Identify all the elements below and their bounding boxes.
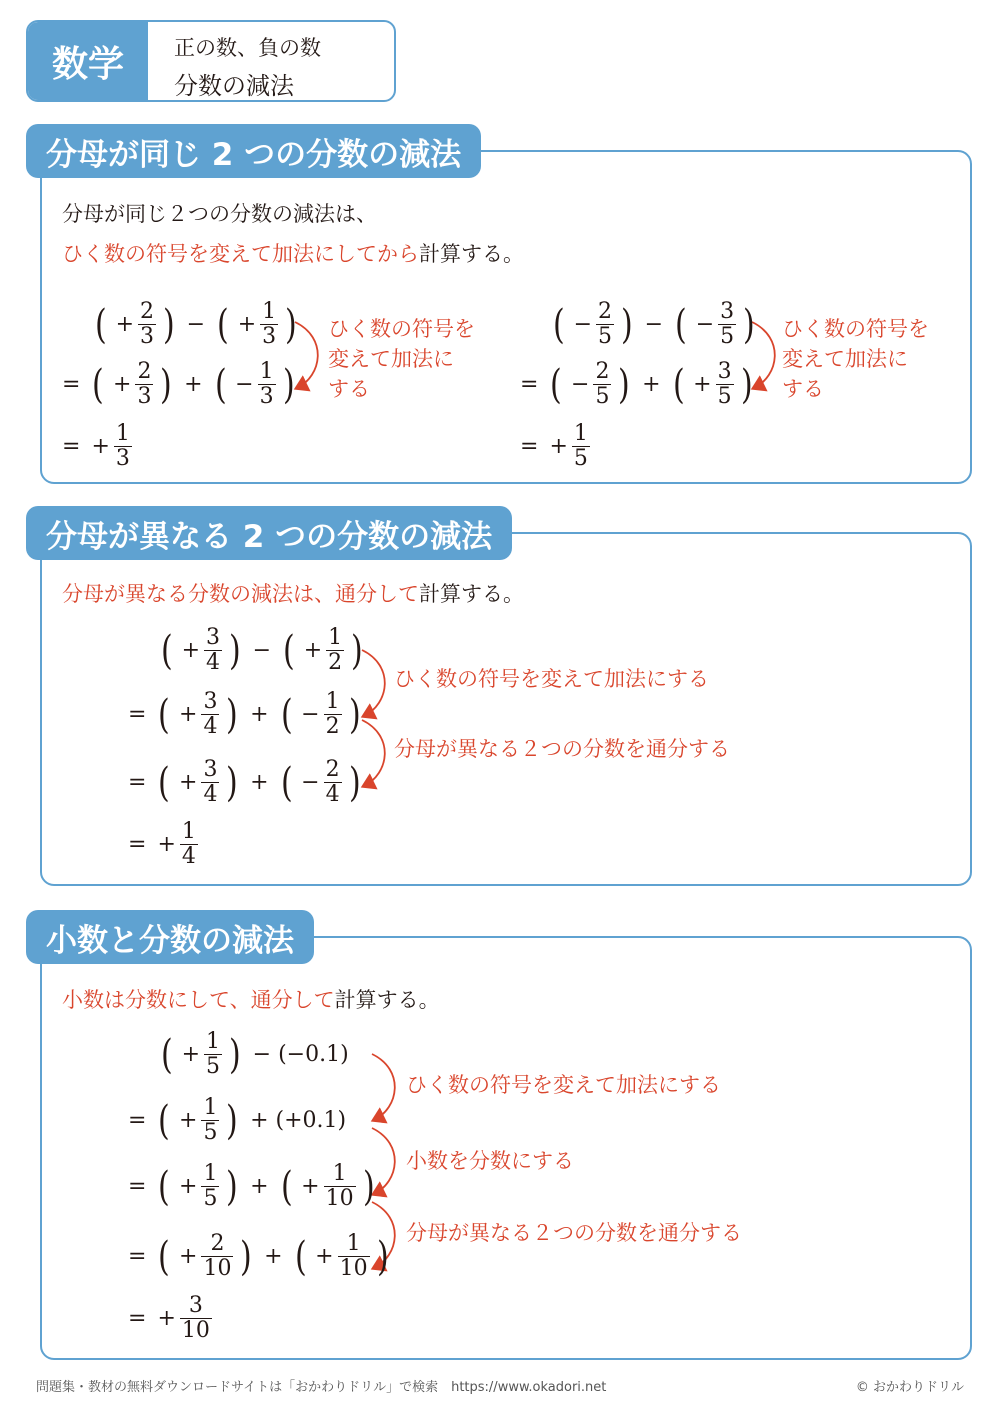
sec2-text-red: 分母が異なる分数の減法は、通分して bbox=[62, 582, 419, 606]
sec3-line-2: = ( + $\frac{1}{5}$ ) + (+0.1) bbox=[128, 1095, 347, 1146]
sec1-right-line-2: = ( − $\frac{2}{5}$ ) + ( + $\frac{3}{5}$ ) bbox=[520, 359, 753, 410]
sec1-text-2 bbox=[62, 238, 524, 268]
lesson-title: 分数の減法 bbox=[174, 72, 294, 100]
sec1-text-2-black: 計算する。 bbox=[419, 242, 524, 266]
sec3-line-4: = ( + $\frac{2}{10}$ ) + ( + $\frac{1}{10}$ ) bbox=[128, 1231, 389, 1282]
sec1-right-line-3: = + $\frac{1}{5}$ bbox=[520, 421, 588, 472]
sec1-text-2-red: ひく数の符号を変えて加法にしてから bbox=[62, 242, 419, 266]
sec1-left-line-2: = ( + $\frac{2}{3}$ ) + ( − $\frac{1}{3}$ ) bbox=[62, 359, 295, 410]
section-3-title: 小数と分数の減法 bbox=[26, 910, 314, 964]
sec3-text-red: 小数は分数にして、通分して bbox=[62, 988, 335, 1012]
sec3-text bbox=[62, 984, 440, 1014]
sec1-text-1: 分母が同じ２つの分数の減法は、 bbox=[62, 202, 377, 226]
header-box bbox=[26, 20, 396, 102]
footer-copyright: © おかわりドリル bbox=[855, 1380, 964, 1395]
section-1-title: 分母が同じ 2 つの分数の減法 bbox=[26, 124, 481, 178]
sec1-left-line-1: ( + $\frac{2}{3}$ ) − ( + $\frac{1}{3}$ ) bbox=[94, 299, 297, 350]
sec1-left-line-3: = + $\frac{1}{3}$ bbox=[62, 421, 130, 472]
sec2-line-3: = ( + $\frac{3}{4}$ ) + ( − $\frac{2}{4}$ ) bbox=[128, 757, 361, 808]
sec1-right-line-1: ( − $\frac{2}{5}$ ) − ( − $\frac{3}{5}$ ) bbox=[552, 299, 755, 350]
sec1-right-note: ひく数の符号を 変えて加法に する bbox=[782, 317, 929, 401]
sec2-line-2: = ( + $\frac{3}{4}$ ) + ( − $\frac{1}{2}$ ) bbox=[128, 689, 361, 740]
sec3-note-3: 分母が異なる２つの分数を通分する bbox=[406, 1221, 742, 1245]
sec2-note-2: 分母が異なる２つの分数を通分する bbox=[394, 737, 730, 761]
sec3-line-3: = ( + $\frac{1}{5}$ ) + ( + $\frac{1}{10}$ ) bbox=[128, 1161, 375, 1212]
section-2-title: 分母が異なる 2 つの分数の減法 bbox=[26, 506, 512, 560]
sec2-note-1: ひく数の符号を変えて加法にする bbox=[394, 667, 709, 691]
sec3-note-2: 小数を分数にする bbox=[406, 1149, 574, 1173]
sec3-line-5: = + $\frac{3}{10}$ bbox=[128, 1293, 210, 1344]
sec2-text bbox=[62, 578, 524, 608]
sec3-text-black: 計算する。 bbox=[334, 988, 440, 1012]
sec2-line-1: ( + $\frac{3}{4}$ ) − ( + $\frac{1}{2}$ ) bbox=[160, 625, 363, 676]
footer-site-info: 問題集・教材の無料ダウンロードサイトは「おかわりドリル」で検索 https://www.okadori.net bbox=[36, 1380, 607, 1395]
unit-title: 正の数、負の数 bbox=[174, 36, 321, 60]
sec2-text-black: 計算する。 bbox=[419, 582, 524, 606]
sec3-line-1: ( + $\frac{1}{5}$ ) − (−0.1) bbox=[160, 1029, 349, 1080]
sec3-note-1: ひく数の符号を変えて加法にする bbox=[406, 1073, 721, 1097]
subject-label: 数学 bbox=[28, 22, 148, 100]
sec2-line-4: = + $\frac{1}{4}$ bbox=[128, 819, 196, 870]
sec1-left-note: ひく数の符号を 変えて加法に する bbox=[328, 317, 475, 401]
